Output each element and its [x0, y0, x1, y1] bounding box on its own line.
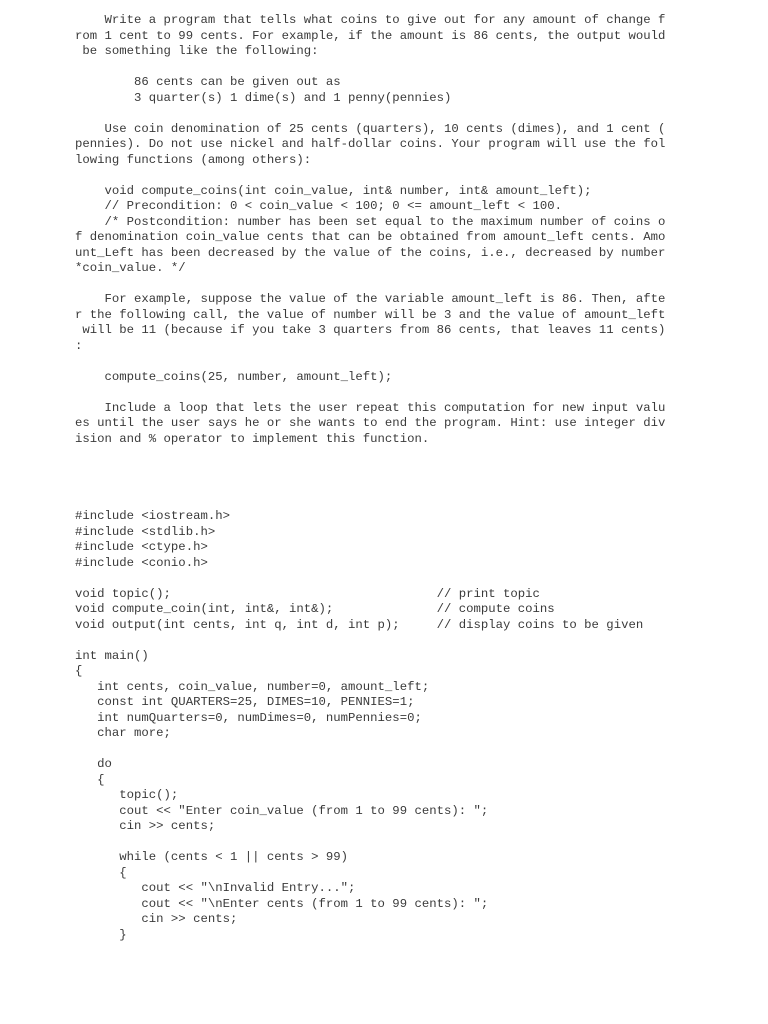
text-line: cin >> cents;: [75, 819, 216, 833]
text-line: be something like the following:: [75, 44, 319, 58]
text-line: compute_coins(25, number, amount_left);: [75, 369, 393, 384]
text-line: {: [75, 865, 127, 880]
text-line: // Precondition: 0 < coin_value < 100; 0 <= amount_left < 100.: [75, 199, 563, 213]
text-line: f denomination coin_value cents that can be obtained from amount_left cents. Amo: [75, 230, 666, 244]
text-line: char more;: [75, 726, 171, 740]
text-line: cout << "\nInvalid Entry...";: [75, 881, 356, 895]
text-line: int cents, coin_value, number=0, amount_left;: [75, 679, 430, 694]
text-line: cin >> cents;: [75, 912, 238, 926]
text-line: cout << "Enter coin_value (from 1 to 99 cents): ";: [75, 803, 489, 818]
text-line: rom 1 cent to 99 cents. For example, if the amount is 86 cents, the output would: [75, 28, 666, 43]
text-line: ision and % operator to implement this function.: [75, 431, 430, 446]
text-line: /* Postcondition: number has been set equal to the maximum number of coins o: [75, 214, 666, 229]
text-line: cout << "\nEnter cents (from 1 to 99 cents): ";: [75, 896, 489, 911]
text-line: void compute_coins(int coin_value, int& number, int& amount_left);: [75, 183, 592, 198]
text-line: while (cents < 1 || cents > 99): [75, 850, 349, 864]
text-line: #include <iostream.h>: [75, 509, 230, 523]
text-line: do: [75, 757, 112, 771]
text-line: r the following call, the value of number will be 3 and the value of amount_left: [75, 307, 666, 322]
text-line: :: [75, 338, 83, 353]
text-line: void topic(); // print topic: [75, 586, 540, 601]
text-line: int numQuarters=0, numDimes=0, numPennies=0;: [75, 710, 422, 725]
text-line: Use coin denomination of 25 cents (quarters), 10 cents (dimes), and 1 cent (: [75, 121, 666, 136]
text-line: Write a program that tells what coins to give out for any amount of change f: [75, 13, 666, 27]
text-line: {: [75, 772, 105, 787]
text-line: {: [75, 664, 83, 678]
text-line: pennies). Do not use nickel and half-dollar coins. Your program will use the fol: [75, 137, 666, 151]
text-line: 86 cents can be given out as: [75, 75, 341, 89]
text-line: void compute_coin(int, int&, int&); // compute coins: [75, 602, 555, 616]
text-line: #include <ctype.h>: [75, 540, 208, 554]
text-line: lowing functions (among others):: [75, 152, 312, 167]
text-line: }: [75, 927, 127, 942]
text-line: Include a loop that lets the user repeat this computation for new input valu: [75, 400, 666, 415]
text-line: topic();: [75, 788, 179, 802]
text-line: es until the user says he or she wants to end the program. Hint: use integer div: [75, 416, 666, 430]
text-line: #include <conio.h>: [75, 555, 208, 570]
text-line: unt_Left has been decreased by the value of the coins, i.e., decreased by number: [75, 245, 666, 260]
text-line: *coin_value. */: [75, 261, 186, 275]
text-line: int main(): [75, 648, 149, 663]
text-line: For example, suppose the value of the variable amount_left is 86. Then, afte: [75, 292, 666, 306]
text-line: #include <stdlib.h>: [75, 524, 216, 539]
text-line: void output(int cents, int q, int d, int p); // display coins to be given: [75, 617, 644, 632]
text-line: 3 quarter(s) 1 dime(s) and 1 penny(pennies): [75, 90, 452, 105]
text-line: const int QUARTERS=25, DIMES=10, PENNIES=1;: [75, 695, 415, 709]
text-line: will be 11 (because if you take 3 quarters from 86 cents, that leaves 11 cents): [75, 323, 666, 337]
